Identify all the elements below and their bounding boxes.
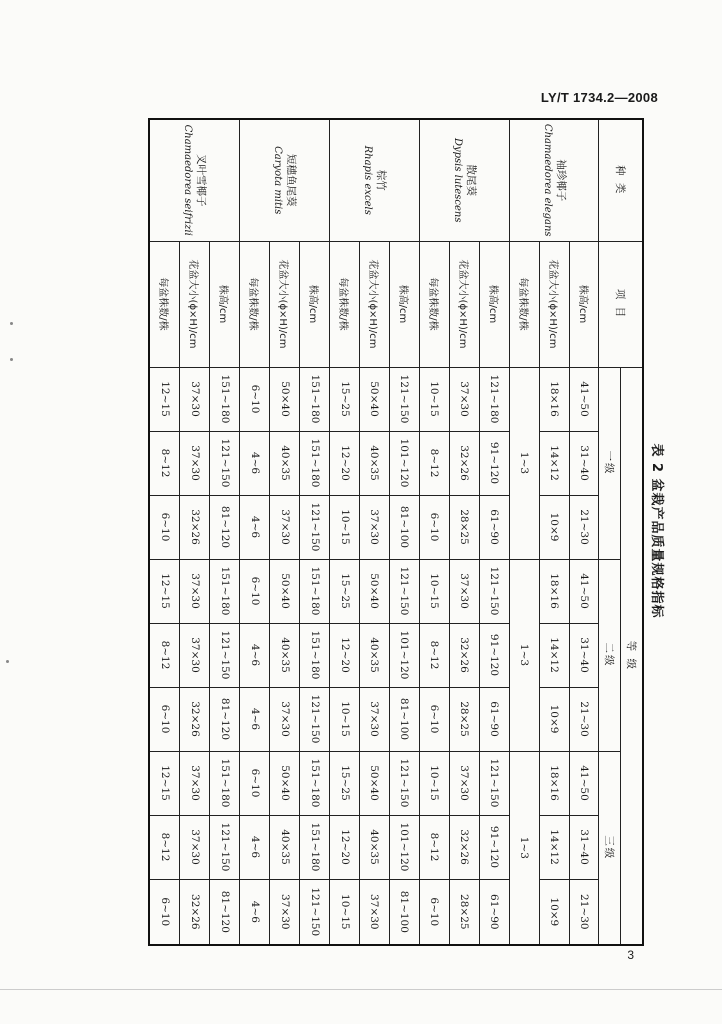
item-cell: 每盆株数/株	[149, 241, 180, 367]
value-cell: 81~100	[389, 879, 419, 945]
table-row	[270, 119, 300, 945]
value-cell: 151~180	[210, 751, 240, 815]
species-name-cn: 棕竹	[375, 169, 388, 191]
species-name-latin: Caryota mitis	[272, 146, 284, 215]
species-cell	[419, 119, 509, 241]
value-cell: 121~150	[210, 815, 240, 879]
value-cell: 10×9	[539, 495, 569, 559]
item-cell: 株高/cm	[479, 241, 509, 367]
value-cell: 10~15	[330, 687, 360, 751]
value-cell: 1~3	[509, 367, 539, 559]
species-name-latin: Chamaedorea elegans	[541, 123, 553, 237]
value-cell: 32×26	[180, 495, 210, 559]
value-cell: 37×30	[449, 559, 479, 623]
value-cell: 50×40	[360, 559, 390, 623]
value-cell: 10×9	[539, 687, 569, 751]
value-cell: 4~6	[240, 879, 270, 945]
value-cell: 37×30	[360, 495, 390, 559]
value-cell: 1~3	[509, 559, 539, 751]
value-cell: 8~12	[419, 431, 449, 495]
value-cell: 18×16	[539, 751, 569, 815]
value-cell: 81~120	[210, 879, 240, 945]
value-cell: 37×30	[180, 559, 210, 623]
value-cell: 6~10	[419, 879, 449, 945]
value-cell: 61~90	[479, 495, 509, 559]
species-cell	[240, 119, 330, 241]
value-cell: 91~120	[479, 815, 509, 879]
value-cell: 8~12	[149, 431, 180, 495]
value-cell: 101~120	[389, 623, 419, 687]
value-cell: 50×40	[360, 751, 390, 815]
value-cell: 37×30	[180, 751, 210, 815]
value-cell: 61~90	[479, 687, 509, 751]
value-cell: 50×40	[360, 367, 390, 431]
item-cell: 每盆株数/株	[419, 241, 449, 367]
value-cell: 4~6	[240, 623, 270, 687]
item-cell: 株高/cm	[569, 241, 599, 367]
species-name-cn: 短穗鱼尾葵	[285, 154, 298, 207]
value-cell: 18×16	[539, 367, 569, 431]
value-cell: 40×35	[360, 623, 390, 687]
value-cell: 37×30	[360, 687, 390, 751]
value-cell: 32×26	[449, 815, 479, 879]
value-cell: 12~20	[330, 431, 360, 495]
value-cell: 121~150	[300, 879, 330, 945]
value-cell: 101~120	[389, 815, 419, 879]
value-cell: 151~180	[210, 367, 240, 431]
value-cell: 15~25	[330, 367, 360, 431]
table-row	[210, 119, 240, 945]
value-cell: 6~10	[149, 495, 180, 559]
value-cell: 50×40	[270, 751, 300, 815]
value-cell: 8~12	[419, 623, 449, 687]
value-cell: 10~15	[330, 879, 360, 945]
value-cell: 151~180	[300, 559, 330, 623]
value-cell: 8~12	[149, 815, 180, 879]
scan-speck	[10, 358, 13, 361]
table-row	[569, 119, 599, 945]
table-row	[479, 119, 509, 945]
table-row	[539, 119, 569, 945]
value-cell: 40×35	[270, 815, 300, 879]
value-cell: 10×9	[539, 879, 569, 945]
table-caption: 表 2 盆栽产品质量规格指标	[649, 443, 664, 619]
quality-spec-table	[148, 118, 644, 946]
rotated-table-container	[148, 118, 664, 944]
standard-code: LY/T 1734.2—2008	[540, 90, 658, 105]
value-cell: 37×30	[180, 367, 210, 431]
species-cell	[149, 119, 240, 241]
value-cell: 37×30	[270, 495, 300, 559]
item-cell: 花盆大小(ϕ×H)/cm	[539, 241, 569, 367]
value-cell: 15~25	[330, 559, 360, 623]
value-cell: 37×30	[270, 879, 300, 945]
value-cell: 151~180	[210, 559, 240, 623]
value-cell: 10~15	[419, 367, 449, 431]
value-cell: 31~40	[569, 815, 599, 879]
species-name-latin: Chamaedorea seifrizii	[182, 124, 194, 236]
item-cell: 株高/cm	[300, 241, 330, 367]
value-cell: 81~100	[389, 495, 419, 559]
value-cell: 12~15	[149, 751, 180, 815]
value-cell: 14×12	[539, 623, 569, 687]
scan-speck	[10, 322, 13, 325]
value-cell: 40×35	[360, 431, 390, 495]
value-cell: 28×25	[449, 879, 479, 945]
value-cell: 40×35	[360, 815, 390, 879]
value-cell: 61~90	[479, 879, 509, 945]
table-body	[149, 119, 599, 945]
value-cell: 12~15	[149, 559, 180, 623]
value-cell: 32×26	[180, 687, 210, 751]
item-cell: 株高/cm	[389, 241, 419, 367]
item-cell: 每盆株数/株	[240, 241, 270, 367]
value-cell: 15~25	[330, 751, 360, 815]
value-cell: 31~40	[569, 431, 599, 495]
item-cell: 每盆株数/株	[509, 241, 539, 367]
value-cell: 121~150	[389, 559, 419, 623]
value-cell: 6~10	[419, 495, 449, 559]
value-cell: 6~10	[240, 559, 270, 623]
value-cell: 6~10	[149, 687, 180, 751]
value-cell: 37×30	[449, 751, 479, 815]
page-number: 3	[627, 948, 634, 962]
value-cell: 121~150	[210, 623, 240, 687]
value-cell: 121~150	[300, 687, 330, 751]
value-cell: 101~120	[389, 431, 419, 495]
species-name-cn: 叉叶雪椰子	[195, 154, 208, 207]
value-cell: 81~120	[210, 495, 240, 559]
species-name-cn: 散尾葵	[465, 164, 478, 196]
value-cell: 12~20	[330, 623, 360, 687]
value-cell: 91~120	[479, 623, 509, 687]
species-name-latin: Dypsis lutescens	[451, 137, 463, 223]
value-cell: 32×26	[449, 431, 479, 495]
bottom-rule	[0, 989, 722, 990]
header-grade-2: 二级	[599, 559, 621, 751]
item-cell: 花盆大小(ϕ×H)/cm	[449, 241, 479, 367]
value-cell: 121~150	[389, 367, 419, 431]
value-cell: 81~120	[210, 687, 240, 751]
species-name-cn: 袖珍椰子	[554, 159, 567, 202]
species-cell	[330, 119, 420, 241]
value-cell: 6~10	[240, 751, 270, 815]
value-cell: 121~150	[479, 559, 509, 623]
value-cell: 121~150	[479, 751, 509, 815]
table-row	[180, 119, 210, 945]
header-species: 种 类	[599, 119, 643, 241]
header-grade: 等 级	[621, 367, 643, 945]
table-row	[360, 119, 390, 945]
item-cell: 花盆大小(ϕ×H)/cm	[180, 241, 210, 367]
value-cell: 21~30	[569, 495, 599, 559]
value-cell: 4~6	[240, 431, 270, 495]
value-cell: 151~180	[300, 623, 330, 687]
value-cell: 50×40	[270, 367, 300, 431]
value-cell: 40×35	[270, 431, 300, 495]
table-row	[149, 119, 180, 945]
value-cell: 32×26	[449, 623, 479, 687]
table-row	[449, 119, 479, 945]
scan-speck	[6, 660, 9, 663]
value-cell: 21~30	[569, 687, 599, 751]
value-cell: 91~120	[479, 431, 509, 495]
value-cell: 8~12	[149, 623, 180, 687]
value-cell: 151~180	[300, 815, 330, 879]
value-cell: 14×12	[539, 815, 569, 879]
value-cell: 12~20	[330, 815, 360, 879]
value-cell: 28×25	[449, 495, 479, 559]
table-row	[389, 119, 419, 945]
value-cell: 41~50	[569, 751, 599, 815]
header-item: 项 目	[599, 241, 643, 367]
header-grade-1: 一级	[599, 367, 621, 559]
table-row	[419, 119, 449, 945]
item-cell: 花盆大小(ϕ×H)/cm	[360, 241, 390, 367]
value-cell: 37×30	[270, 687, 300, 751]
value-cell: 10~15	[419, 751, 449, 815]
species-name-latin: Rhapis excels	[362, 145, 374, 215]
value-cell: 8~12	[419, 815, 449, 879]
value-cell: 28×25	[449, 687, 479, 751]
value-cell: 4~6	[240, 815, 270, 879]
value-cell: 18×16	[539, 559, 569, 623]
value-cell: 31~40	[569, 623, 599, 687]
value-cell: 41~50	[569, 367, 599, 431]
value-cell: 6~10	[149, 879, 180, 945]
value-cell: 37×30	[449, 367, 479, 431]
species-cell	[509, 119, 599, 241]
table-row	[240, 119, 270, 945]
value-cell: 12~15	[149, 367, 180, 431]
value-cell: 121~150	[300, 495, 330, 559]
value-cell: 14×12	[539, 431, 569, 495]
value-cell: 32×26	[180, 879, 210, 945]
table-row	[509, 119, 539, 945]
value-cell: 151~180	[300, 751, 330, 815]
value-cell: 6~10	[419, 687, 449, 751]
value-cell: 6~10	[240, 367, 270, 431]
value-cell: 37×30	[180, 431, 210, 495]
value-cell: 41~50	[569, 559, 599, 623]
value-cell: 1~3	[509, 751, 539, 945]
table-row	[330, 119, 360, 945]
value-cell: 10~15	[419, 559, 449, 623]
value-cell: 121~150	[389, 751, 419, 815]
value-cell: 121~150	[210, 431, 240, 495]
value-cell: 121~180	[479, 367, 509, 431]
item-cell: 株高/cm	[210, 241, 240, 367]
value-cell: 4~6	[240, 687, 270, 751]
value-cell: 37×30	[360, 879, 390, 945]
item-cell: 每盆株数/株	[330, 241, 360, 367]
value-cell: 40×35	[270, 623, 300, 687]
value-cell: 10~15	[330, 495, 360, 559]
value-cell: 81~100	[389, 687, 419, 751]
value-cell: 50×40	[270, 559, 300, 623]
value-cell: 4~6	[240, 495, 270, 559]
value-cell: 151~180	[300, 431, 330, 495]
table-row	[300, 119, 330, 945]
item-cell: 花盆大小(ϕ×H)/cm	[270, 241, 300, 367]
value-cell: 37×30	[180, 623, 210, 687]
header-grade-3: 三级	[599, 751, 621, 945]
value-cell: 151~180	[300, 367, 330, 431]
value-cell: 21~30	[569, 879, 599, 945]
value-cell: 37×30	[180, 815, 210, 879]
